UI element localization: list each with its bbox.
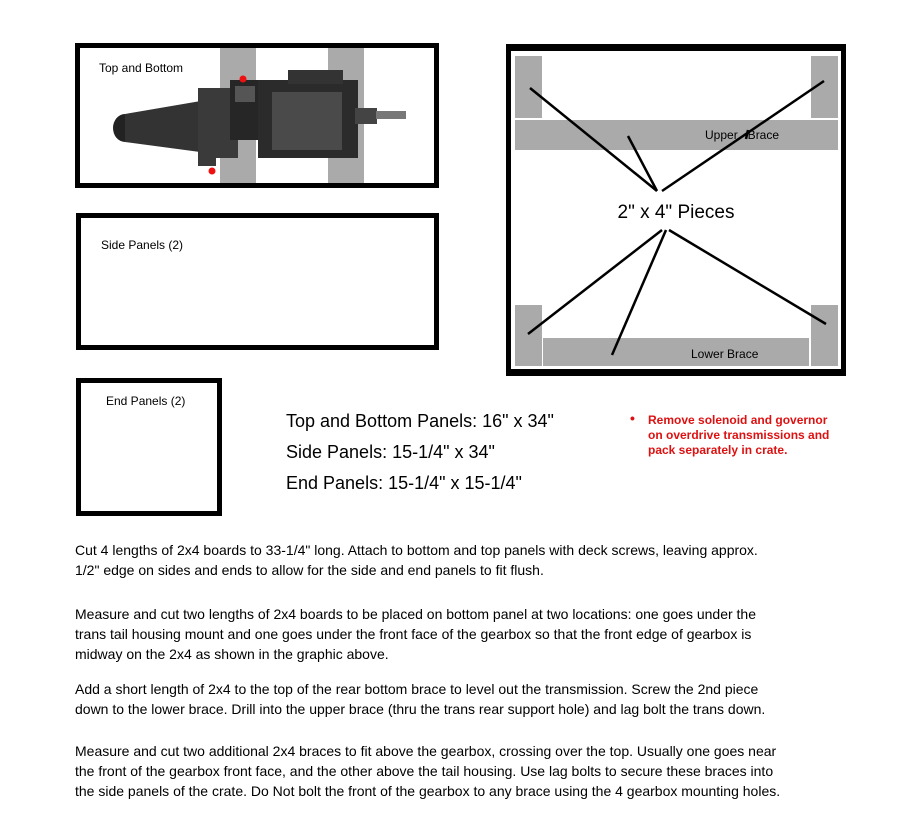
instruction-paragraph-3 [75,679,765,719]
instruction-line: Measure and cut two lengths of 2x4 boards to be placed on bottom panel at two locations: one goes under the [75,606,757,622]
crate-top-wall [506,44,846,51]
solenoid-note [630,410,830,458]
instruction-paragraph-2 [75,604,756,664]
crate-cross-section [506,44,846,376]
dimension-end: End Panels: 15-1/4" x 15-1/4" [286,473,522,493]
lower-brace-label: Lower Brace [691,347,759,361]
panel-dimensions [286,406,554,499]
instruction-line: Add a short length of 2x4 to the top of the rear bottom brace to level out the transmission. Screw the 2nd piece [75,681,759,697]
side-panel [76,213,439,350]
end-panel [76,378,222,516]
lower-brace [543,338,809,366]
solenoid-marker-top [240,76,247,83]
instruction-line: Measure and cut two additional 2x4 braces to fit above the gearbox, crossing over the top. Usually one goes near [75,743,777,759]
note-line-2: on overdrive transmissions and [648,428,830,442]
end-panel-label: End Panels (2) [106,394,186,408]
piece-bottom-left [515,305,542,366]
top-bottom-panel [75,43,439,188]
instruction-paragraph-1 [75,540,758,580]
instruction-line: 1/2" edge on sides and ends to allow for the side and end panels to fit flush. [75,562,544,578]
instruction-line: midway on the 2x4 as shown in the graphic above. [75,646,389,662]
upper-brace [515,120,838,150]
note-line-1: Remove solenoid and governor [648,413,828,427]
top-bottom-label: Top and Bottom [99,61,184,75]
pieces-label: 2" x 4" Pieces [617,202,735,223]
side-panel-label: Side Panels (2) [101,238,184,252]
dimension-top-bottom: Top and Bottom Panels: 16" x 34" [286,411,554,431]
instruction-line: the front of the gearbox front face, and the other above the tail housing. Use lag bolts to secure these braces into [75,763,774,779]
upper-brace-label: Upper Brace [705,128,780,142]
note-bullet: • [630,410,635,426]
instruction-line: trans tail housing mount and one goes under the front face of the gearbox so that the front edge of gearbox is [75,626,752,642]
dimension-side: Side Panels: 15-1/4" x 34" [286,442,495,462]
instruction-line: Cut 4 lengths of 2x4 boards to 33-1/4" long. Attach to bottom and top panels with deck screws, leaving approx. [75,542,758,558]
solenoid-marker-bottom [209,168,216,175]
instruction-line: down to the lower brace. Drill into the upper brace (thru the trans rear support hole) and lag bolt the trans down. [75,701,766,717]
note-line-3: pack separately in crate. [648,443,788,457]
instruction-paragraph-4 [75,741,780,801]
piece-bottom-right [811,305,838,366]
piece-top-left [515,56,542,118]
crate-bottom-wall [506,369,846,376]
instruction-line: the side panels of the crate. Do Not bolt the front of the gearbox to any brace using the 4 gearbox mounting holes. [75,783,781,799]
